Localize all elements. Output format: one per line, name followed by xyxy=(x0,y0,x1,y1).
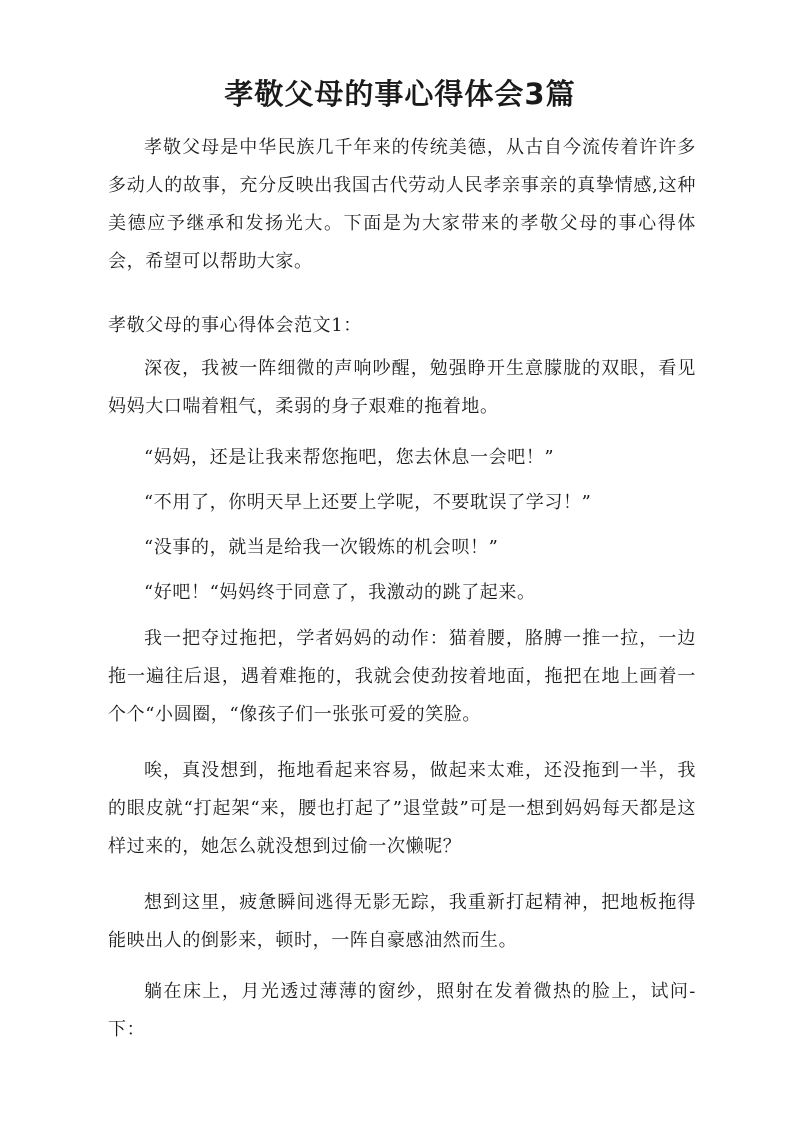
section-heading: 孝敬父母的事心得体会范文1： xyxy=(108,315,362,336)
dialogue-line-4: “好吧！“妈妈终于同意了，我激动的跳了起来。 xyxy=(144,582,536,603)
paragraph-pride: 想到这里，疲惫瞬间逃得无影无踪，我重新打起精神，把地板拖得能映出人的倒影来，顿时，一阵自豪感油然而生。 xyxy=(108,892,696,951)
dialogue-line-2: “不用了，你明天早上还要上学呢，不要耽误了学习！” xyxy=(144,492,592,513)
dialogue-line-1: “妈妈，还是让我来帮您拖吧，您去休息一会吧！” xyxy=(144,447,555,468)
paragraph-late-night: 深夜，我被一阵细微的声响吵醒，勉强睁开生意朦胧的双眼，看见妈妈大口喘着粗气，柔弱的身子艰难的拖着地。 xyxy=(108,358,696,417)
paragraph-tired: 唉，真没想到，拖地看起来容易，做起来太难，还没拖到一半，我的眼皮就“打起架“来，腰也打起了”退堂鼓”可是一想到妈妈每天都是这样过来的，她怎么就没想到过偷一次懒呢？ xyxy=(108,760,696,857)
dialogue-line-3: “没事的，就当是给我一次锻炼的机会呗！” xyxy=(144,537,499,558)
document-title: 孝敬父母的事心得体会3篇 xyxy=(224,77,576,111)
paragraph-mopping: 我一把夺过拖把，学者妈妈的动作：猫着腰，胳膊一推一拉，一边拖一遍往后退，遇着难拖的，我就会使劲按着地面，拖把在地上画着一个个“小圆圈，“像孩子们一张张可爱的笑脸。 xyxy=(108,628,696,725)
paragraph-intro: 孝敬父母是中华民族几千年来的传统美德，从古自今流传着许许多多动人的故事，充分反映出我国古代劳动人民孝亲事亲的真挚情感,这种美德应予继承和发扬光大。下面是为大家带来的孝敬父母的事心得体会，希望可以帮助大家。 xyxy=(108,137,696,272)
paragraph-moonlight: 躺在床上，月光透过薄薄的窗纱，照射在发着微热的脸上，试问-下： xyxy=(108,981,696,1040)
